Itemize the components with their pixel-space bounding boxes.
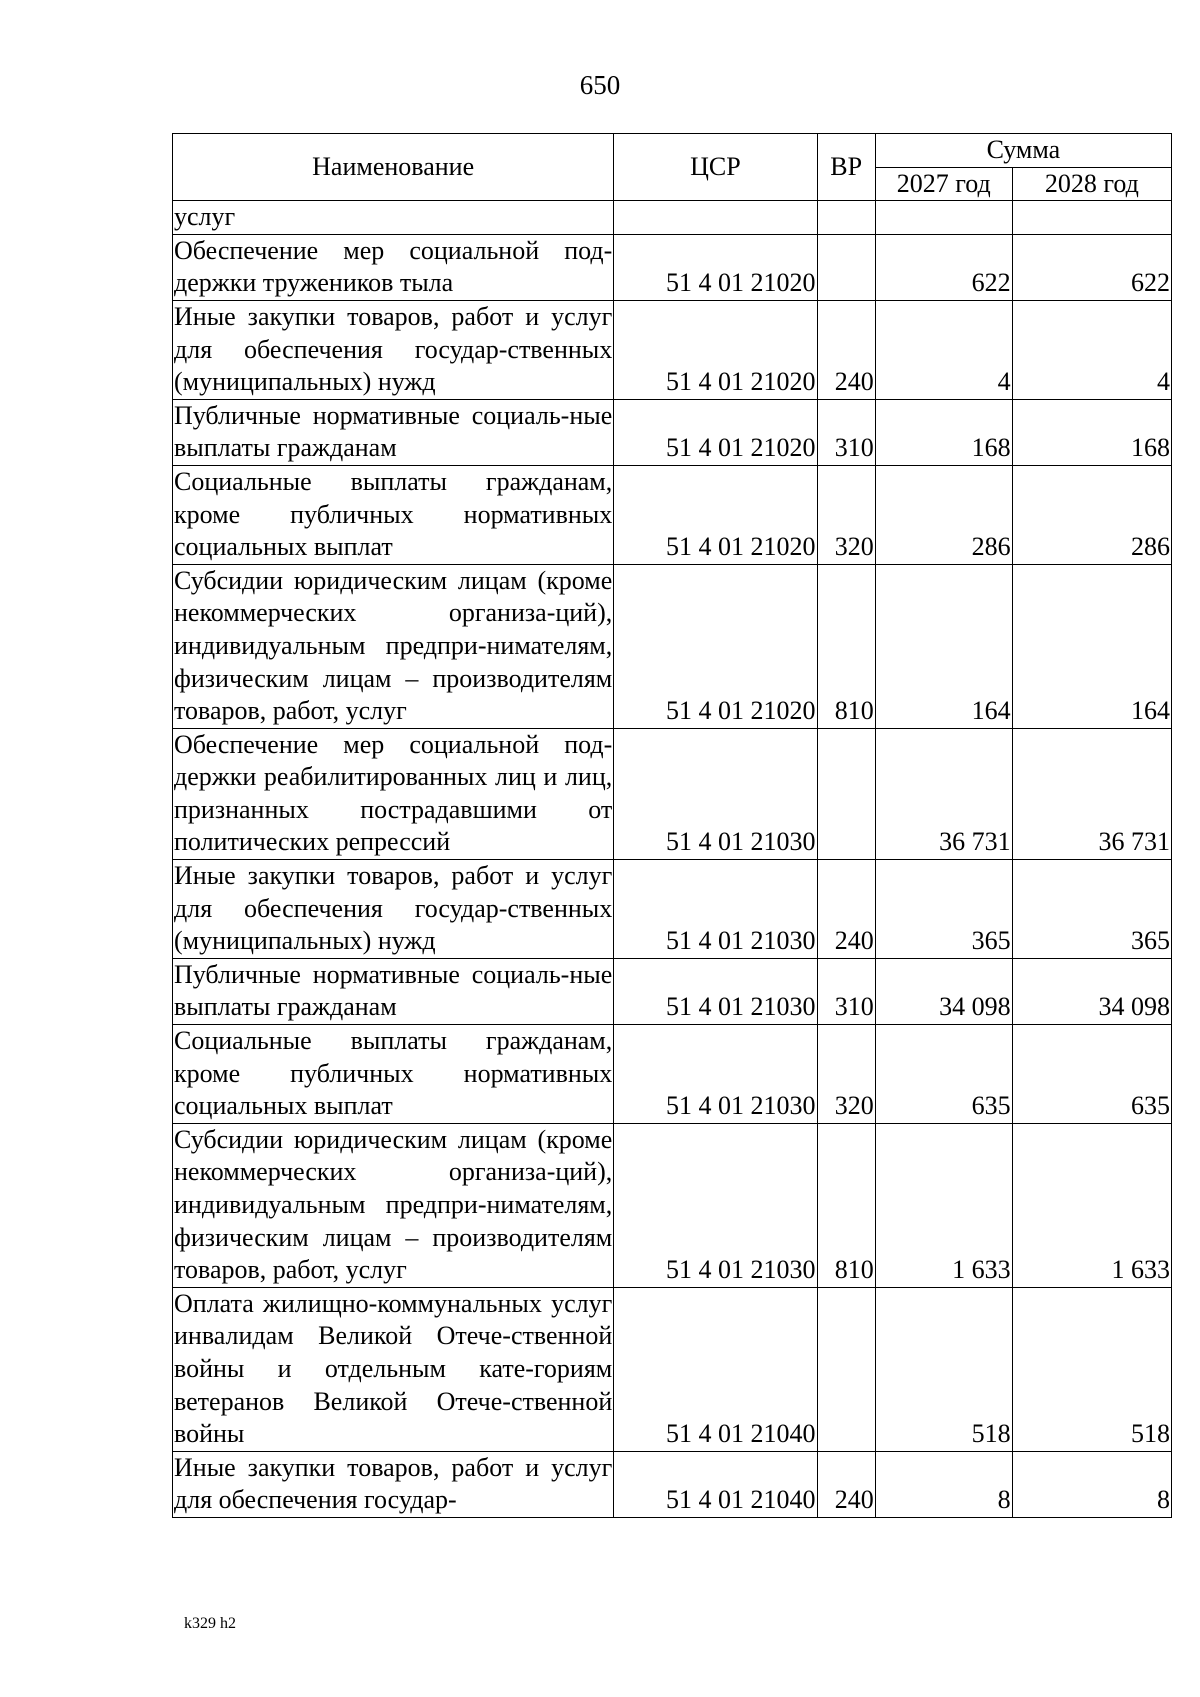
cell-sum-2028: 8: [1012, 1451, 1171, 1517]
cell-vr: 810: [817, 1123, 875, 1287]
header-sum: Сумма: [875, 134, 1171, 168]
table-row: [173, 234, 1172, 300]
header-year-2028: 2028 год: [1012, 167, 1171, 201]
cell-csr: 51 4 01 21030: [614, 958, 817, 1024]
cell-sum-2027: 168: [875, 399, 1012, 465]
cell-sum-2028: 36 731: [1012, 728, 1171, 859]
document-code: k329 h2: [184, 1615, 236, 1632]
cell-sum-2028: 1 633: [1012, 1123, 1171, 1287]
table-body: [173, 201, 1172, 1518]
table-row: [173, 465, 1172, 564]
cell-name: Социальные выплаты гражданам, кроме публичных нормативных социальных выплат: [173, 1025, 614, 1124]
cell-sum-2028: 34 098: [1012, 958, 1171, 1024]
cell-sum-2027: 34 098: [875, 958, 1012, 1024]
cell-sum-2027: 365: [875, 860, 1012, 959]
cell-name: Обеспечение мер социальной под-держки реабилитированных лиц и лиц, признанных пострадавшими от политических репрессий: [173, 728, 614, 859]
table-row: [173, 1025, 1172, 1124]
cell-vr: 240: [817, 300, 875, 399]
cell-sum-2028: 168: [1012, 399, 1171, 465]
cell-sum-2027: 36 731: [875, 728, 1012, 859]
table-row: [173, 1287, 1172, 1451]
cell-csr: 51 4 01 21030: [614, 728, 817, 859]
cell-name: Иные закупки товаров, работ и услуг для обеспечения государ-ственных (муниципальных) нужд: [173, 860, 614, 959]
cell-vr: 240: [817, 860, 875, 959]
header-name: Наименование: [173, 134, 614, 201]
cell-vr: 310: [817, 958, 875, 1024]
cell-csr: 51 4 01 21020: [614, 465, 817, 564]
table-row: [173, 201, 1172, 235]
table-row: [173, 958, 1172, 1024]
cell-sum-2028: 518: [1012, 1287, 1171, 1451]
cell-csr: 51 4 01 21020: [614, 399, 817, 465]
cell-sum-2027: 4: [875, 300, 1012, 399]
table-row: [173, 300, 1172, 399]
cell-vr: [817, 1287, 875, 1451]
cell-sum-2028: 622: [1012, 234, 1171, 300]
cell-csr: 51 4 01 21020: [614, 300, 817, 399]
cell-sum-2027: 164: [875, 564, 1012, 728]
cell-name: Социальные выплаты гражданам, кроме публичных нормативных социальных выплат: [173, 465, 614, 564]
cell-sum-2027: 286: [875, 465, 1012, 564]
header-vr: ВР: [817, 134, 875, 201]
cell-csr: 51 4 01 21020: [614, 234, 817, 300]
cell-vr: 310: [817, 399, 875, 465]
table-row: [173, 728, 1172, 859]
cell-name: Публичные нормативные социаль-ные выплаты гражданам: [173, 399, 614, 465]
cell-sum-2028: 635: [1012, 1025, 1171, 1124]
cell-sum-2028: 365: [1012, 860, 1171, 959]
cell-name: Оплата жилищно-коммунальных услуг инвалидам Великой Отече-ственной войны и отдельным кате-гориям ветеранов Великой Отече-ственной войны: [173, 1287, 614, 1451]
table-header: [173, 134, 1172, 201]
cell-csr: 51 4 01 21030: [614, 1123, 817, 1287]
cell-name: Иные закупки товаров, работ и услуг для обеспечения государ-ственных (муниципальных) нужд: [173, 300, 614, 399]
cell-sum-2027: 635: [875, 1025, 1012, 1124]
cell-sum-2028: 164: [1012, 564, 1171, 728]
cell-vr: [817, 728, 875, 859]
table-row: [173, 860, 1172, 959]
cell-vr: 240: [817, 1451, 875, 1517]
cell-name: Публичные нормативные социаль-ные выплаты гражданам: [173, 958, 614, 1024]
cell-csr: 51 4 01 21030: [614, 860, 817, 959]
cell-name: Субсидии юридическим лицам (кроме некоммерческих организа-ций), индивидуальным предпри-нимателям, физическим лицам – производителям товаров, работ, услуг: [173, 564, 614, 728]
cell-vr: [817, 201, 875, 235]
cell-csr: 51 4 01 21040: [614, 1451, 817, 1517]
cell-csr: 51 4 01 21020: [614, 564, 817, 728]
cell-csr: [614, 201, 817, 235]
cell-sum-2027: [875, 201, 1012, 235]
cell-sum-2027: 518: [875, 1287, 1012, 1451]
cell-sum-2027: 8: [875, 1451, 1012, 1517]
page-number: 650: [579, 70, 621, 100]
cell-name: услуг: [173, 201, 614, 235]
cell-csr: 51 4 01 21030: [614, 1025, 817, 1124]
header-csr: ЦСР: [614, 134, 817, 201]
table-row: [173, 1123, 1172, 1287]
cell-sum-2028: 4: [1012, 300, 1171, 399]
cell-name: Иные закупки товаров, работ и услуг для обеспечения государ-: [173, 1451, 614, 1517]
budget-table: [172, 133, 1172, 1518]
cell-sum-2028: [1012, 201, 1171, 235]
cell-vr: 320: [817, 1025, 875, 1124]
cell-sum-2027: 622: [875, 234, 1012, 300]
cell-sum-2027: 1 633: [875, 1123, 1012, 1287]
cell-csr: 51 4 01 21040: [614, 1287, 817, 1451]
cell-vr: 810: [817, 564, 875, 728]
header-year-2027: 2027 год: [875, 167, 1012, 201]
cell-sum-2028: 286: [1012, 465, 1171, 564]
table-row: [173, 399, 1172, 465]
cell-name: Субсидии юридическим лицам (кроме некоммерческих организа-ций), индивидуальным предпри-нимателям, физическим лицам – производителям товаров, работ, услуг: [173, 1123, 614, 1287]
table-row: [173, 564, 1172, 728]
table-row: [173, 1451, 1172, 1517]
cell-vr: 320: [817, 465, 875, 564]
cell-vr: [817, 234, 875, 300]
cell-name: Обеспечение мер социальной под-держки тружеников тыла: [173, 234, 614, 300]
